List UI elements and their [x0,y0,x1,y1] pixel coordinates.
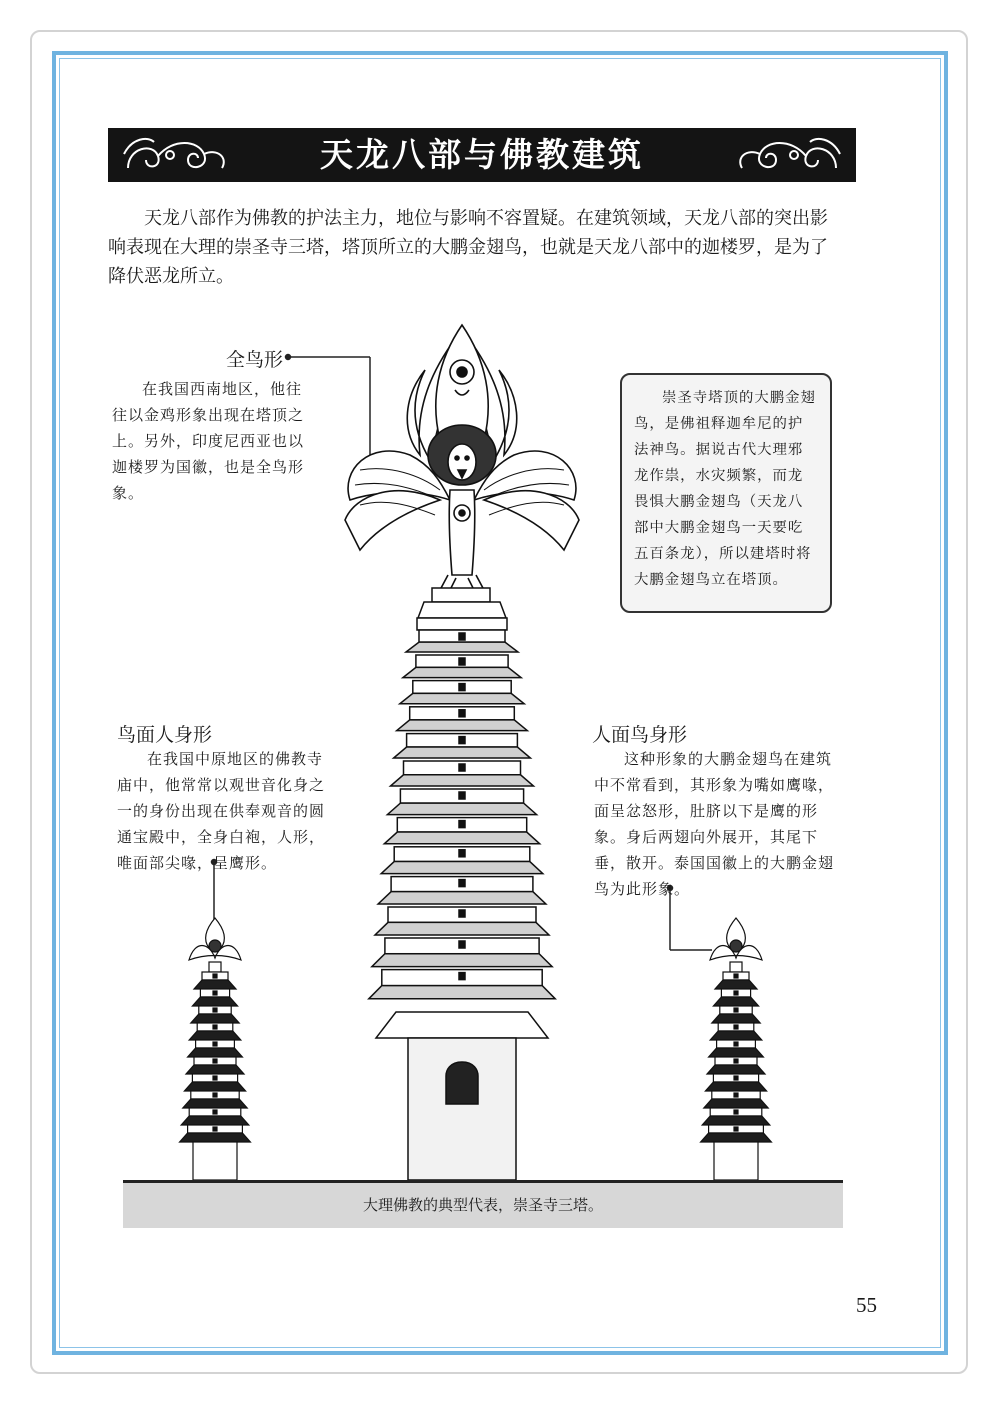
small-niche [734,1127,738,1131]
small-tier-eave [710,1031,762,1040]
small-niche [734,1042,738,1046]
pagoda-tier-eave [372,954,552,967]
small-tier-eave [188,1048,243,1057]
small-pagoda-base [714,1142,758,1180]
pagoda-tier-eave [397,720,528,731]
small-tier-eave [180,1133,251,1142]
small-niche [213,1008,217,1012]
small-tier-eave [701,1133,772,1142]
intro-paragraph: 天龙八部作为佛教的护法主力，地位与影响不容置疑。在建筑领域，天龙八部的突出影响表现在大理的崇圣寺三塔，塔顶所立的大鹏金翅鸟，也就是天龙八部中的迦楼罗，是为了降伏恶龙所立。 [108,208,828,287]
small-niche [734,1025,738,1029]
small-niche [734,991,738,995]
pagoda-niche [459,684,465,691]
small-niche [213,1042,217,1046]
main-pagoda-tiers [369,630,555,999]
pagoda-niche [459,633,465,640]
pagoda-tier-eave [384,832,539,844]
small-tier-eave [186,1065,244,1074]
main-pagoda-base [376,1012,548,1180]
human-face-description: 这种形象的大鹏金翅鸟在建筑中不常看到，其形象为嘴如鹰喙，面呈忿怒形，肚脐以下是鹰的形象。身后两翅向外展开，其尾下垂，散开。泰国国徽上的大鹏金翅鸟为此形象。 [594,750,835,898]
pagoda-niche [459,910,465,917]
small-niche [213,1110,217,1114]
garuda-full-bird-icon [345,325,579,590]
human-face-heading: 人面鸟身形 [592,724,688,746]
pagoda-niche [459,821,465,828]
page-title: 天龙八部与佛教建筑 [320,135,644,174]
small-tier-eave [183,1099,247,1108]
small-tier-eave [715,980,757,989]
small-niche [213,1076,217,1080]
pagoda-niche [459,737,465,744]
small-niche [213,974,217,978]
small-garuda-head [730,940,742,952]
pagoda-tier-eave [369,986,555,999]
small-spire [730,962,742,972]
full-bird-heading: 全鸟形 [226,349,284,371]
small-niche [734,1059,738,1063]
pagoda-tier-eave [394,747,531,758]
small-tier-eave [702,1116,770,1125]
pagoda-tier-eave [378,892,546,904]
pagoda-tier-eave [400,693,524,703]
pagoda-niche [459,792,465,799]
pagoda-niche [459,850,465,857]
small-tier-eave [192,997,237,1006]
small-niche [734,1093,738,1097]
callout-text: 崇圣寺塔顶的大鹏金翅鸟，是佛祖释迦牟尼的护法神鸟。据说古代大理邪龙作祟，水灾频繁，而龙畏惧大鹏金翅鸟（天龙八部中大鹏金翅鸟一天要吃五百条龙），所以建塔时将大鹏金翅鸟立在塔顶。 [634,390,816,588]
small-tier-eave [709,1048,764,1057]
main-pagoda-icon [417,588,507,630]
small-pagoda-right-icon [701,918,772,1180]
small-niche [213,1059,217,1063]
small-tier-eave [713,997,758,1006]
pagoda-niche [459,764,465,771]
small-niche [734,1008,738,1012]
small-niche [213,1093,217,1097]
small-tier-eave [194,980,236,989]
callout-box [620,373,832,613]
pagoda-tier-eave [391,775,534,786]
pagoda-tier-eave [387,803,536,815]
pagoda-tier-eave [375,922,549,935]
pagoda-niche [459,880,465,887]
full-bird-description: 在我国西南地区，他往往以金鸡形象出现在塔顶之上。另外，印度尼西亚也以迦楼罗为国徽，也是全鸟形象。 [112,380,305,502]
small-pagoda-left-icon [180,918,251,1180]
small-niche [734,1076,738,1080]
small-tier-eave [189,1031,241,1040]
page-number: 55 [856,1293,877,1317]
small-tier-eave [707,1065,765,1074]
small-garuda-head [209,940,221,952]
pagoda-tier-eave [381,862,543,874]
pagoda-niche [459,658,465,665]
small-spire [209,962,221,972]
small-niche [734,1110,738,1114]
bird-face-heading: 鸟面人身形 [117,724,213,746]
bird-face-description: 在我国中原地区的佛教寺庙中，他常常以观世音化身之一的身份出现在供奉观音的圆通宝殿中，全身白袍，人形，唯面部尖喙，呈鹰形。 [117,750,326,872]
small-tier-eave [712,1014,760,1023]
small-tier-eave [181,1116,249,1125]
pagoda-niche [459,973,465,980]
small-niche [734,974,738,978]
pagoda-tier-eave [403,667,521,677]
pagoda-niche [459,710,465,717]
small-niche [213,1127,217,1131]
small-pagoda-base [193,1142,237,1180]
pagoda-tier-eave [406,642,518,652]
illustration-caption: 大理佛教的典型代表，崇圣寺三塔。 [362,1196,603,1214]
small-niche [213,1025,217,1029]
small-tier-eave [184,1082,245,1091]
small-tier-eave [705,1082,766,1091]
small-niche [213,991,217,995]
small-tier-eave [704,1099,768,1108]
small-tier-eave [191,1014,239,1023]
pagoda-niche [459,941,465,948]
ground-line [123,1180,843,1183]
